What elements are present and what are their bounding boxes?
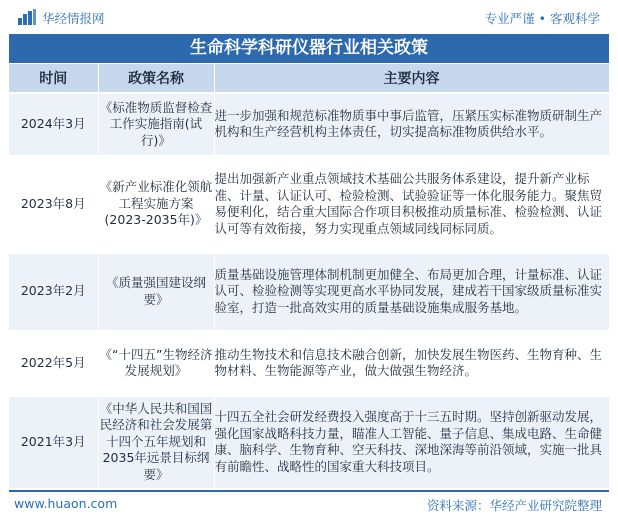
row-content: 十四五全社会研发经费投入强度高于十三五时期。坚持创新驱动发展，强化国家战略科技力量，瞄准人工智能、量子信息、集成电路、生命健康、脑科学、生物育种、空天科技、深地深海等前沿领域，实施一批具有前瞻性、战略性的国家重大科技项目。 bbox=[214, 395, 609, 489]
brand-name[interactable]: 华经情报网 bbox=[42, 11, 105, 26]
slogan: 专业严谨 • 客观科学 bbox=[484, 11, 600, 26]
row-time: 2024年3月 bbox=[9, 93, 98, 156]
website-link[interactable]: www.huaon.com bbox=[14, 496, 118, 511]
table-row bbox=[9, 156, 609, 252]
row-time: 2023年8月 bbox=[9, 156, 98, 252]
column-header-main-content: 主要内容 bbox=[214, 64, 609, 93]
row-content: 质量基础设施管理体制机制更加健全、布局更加合理，计量标准、认证认可、检验检测等实现更高水平协同发展，建成若干国家级质量标准实验室，打造一批高效实用的质量基础设施集成服务基地。 bbox=[214, 252, 609, 331]
row-time: 2021年3月 bbox=[9, 395, 98, 489]
row-policy-name: 《标准物质监督检查工作实施指南(试行)》 bbox=[98, 93, 214, 156]
footer bbox=[0, 488, 618, 521]
column-header-policy-name: 政策名称 bbox=[98, 64, 214, 93]
row-time: 2022年5月 bbox=[9, 331, 98, 395]
policy-table bbox=[9, 64, 610, 491]
row-policy-name: 《质量强国建设纲要》 bbox=[98, 252, 214, 331]
top-bar bbox=[0, 0, 618, 34]
table-row bbox=[9, 331, 609, 395]
huajing-logo-icon bbox=[18, 9, 36, 25]
row-content: 推动生物技术和信息技术融合创新，加快发展生物医药、生物育种、生物材料、生物能源等产业，做大做强生物经济。 bbox=[214, 331, 609, 395]
row-policy-name: 《新产业标准化领航工程实施方案(2023-2035年)》 bbox=[98, 156, 214, 252]
row-content: 进一步加强和规范标准物质事中事后监管，压紧压实标准物质研制生产机构和生产经营机构主体责任，切实提高标准物质供给水平。 bbox=[214, 93, 609, 156]
data-source: 资料来源：华经产业研究院整理 bbox=[426, 498, 602, 513]
row-time: 2023年2月 bbox=[9, 252, 98, 331]
table-row bbox=[9, 93, 609, 156]
table-row bbox=[9, 252, 609, 331]
table-header-row bbox=[9, 64, 609, 93]
footer-divider bbox=[9, 490, 609, 492]
row-policy-name: 《“十四五”生物经济发展规划》 bbox=[98, 331, 214, 395]
row-policy-name: 《中华人民共和国国民经济和社会发展第十四个五年规划和2035年远景目标纲要》 bbox=[98, 395, 214, 489]
row-content: 提出加强新产业重点领域技术基础公共服务体系建设，提升新产业标准、计量、认证认可、检验检测、试验验证等一体化服务能力。聚焦贸易便利化，结合重大国际合作项目积极推动质量标准、检验检测、认证认可等有效衔接，努力实现重点领域同线同标同质。 bbox=[214, 156, 609, 252]
table-row bbox=[9, 395, 609, 489]
column-header-time: 时间 bbox=[9, 64, 98, 93]
table-title: 生命科学科研仪器行业相关政策 bbox=[9, 34, 609, 63]
